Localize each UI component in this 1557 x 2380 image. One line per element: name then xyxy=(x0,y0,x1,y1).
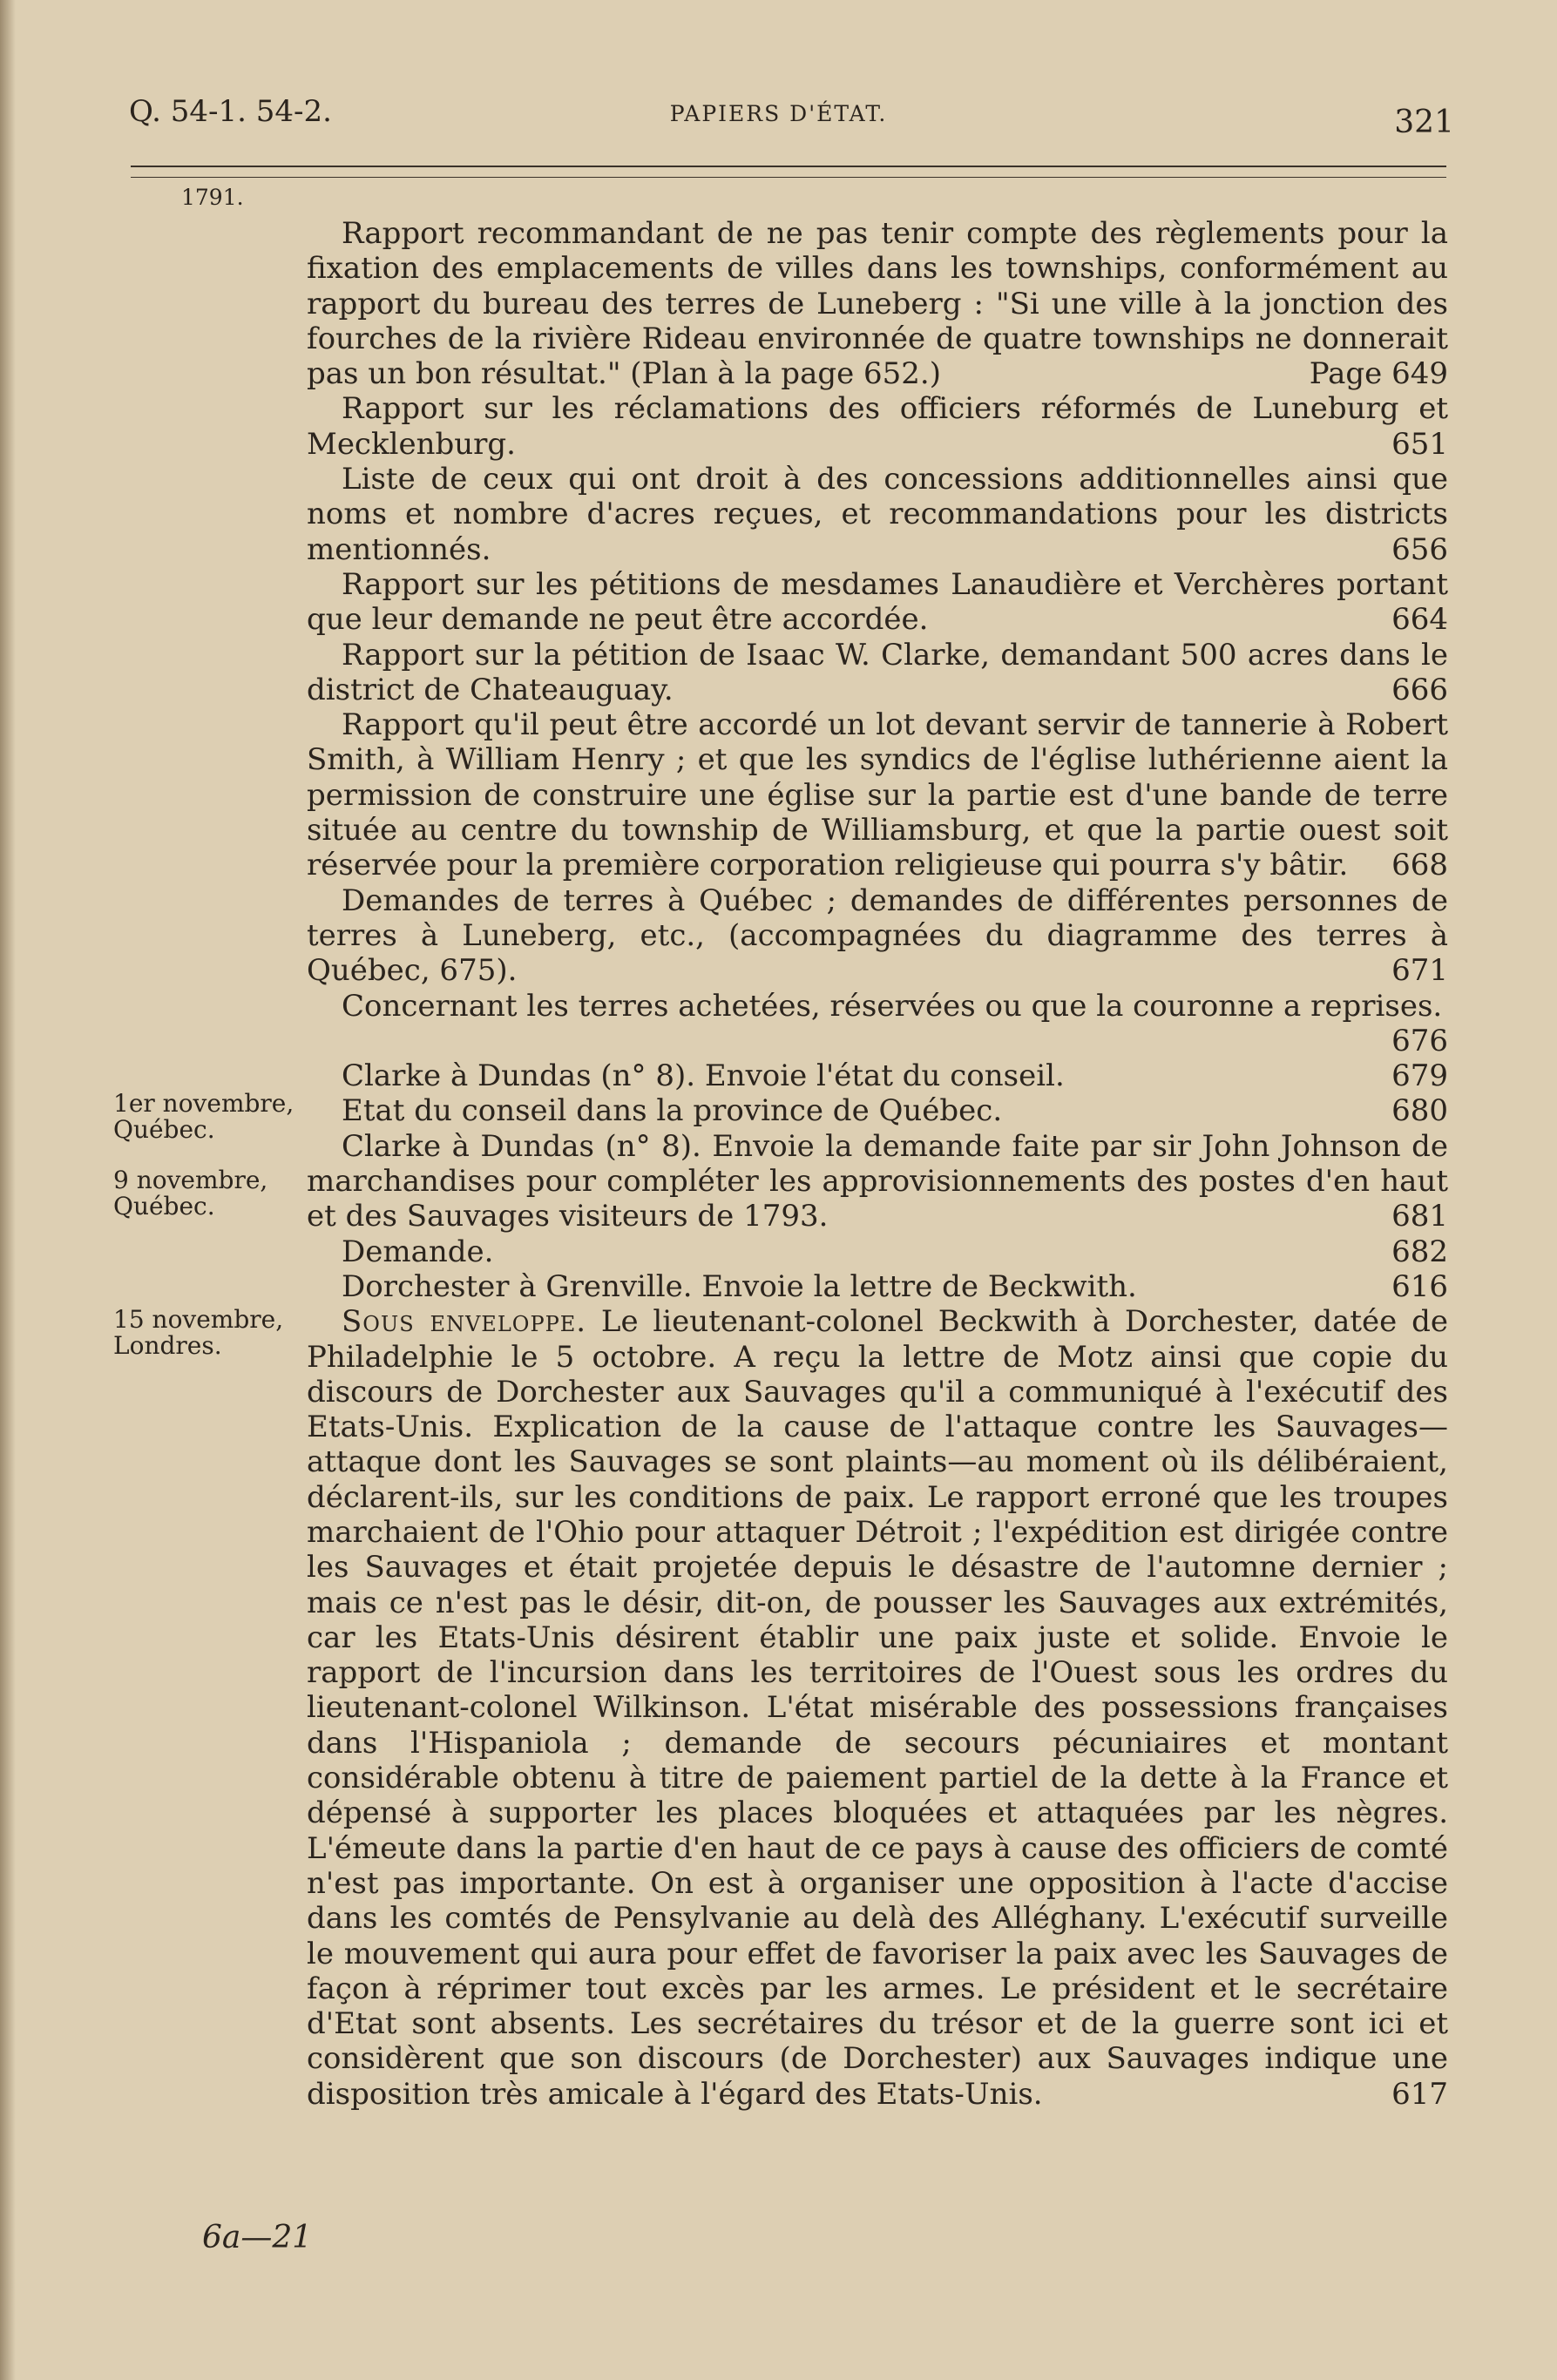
enclosure-label: Sous enveloppe. xyxy=(342,1304,587,1340)
entry xyxy=(307,883,1448,989)
entry-page: 664 xyxy=(1391,602,1448,638)
entry-text: Dorchester à Grenville. Envoie la lettre de Beckwith. xyxy=(342,1268,1137,1304)
entry-page: 656 xyxy=(1391,531,1448,567)
entry-text: Rapport recommandant de ne pas tenir compte des règlements pour la fixation des emplacements de villes dans les townships, conformément au rapport du bureau des terres de Luneberg : "Si une ville à la jonction des fourches de la rivière Rideau environnée de quatre townships ne donnerait pas un bon résultat." (Plan à la page 652.) xyxy=(307,216,1448,392)
entry-page: 671 xyxy=(1391,953,1448,989)
entry-page: 651 xyxy=(1391,426,1448,462)
archive-reference: Q. 54-1. 54-2. xyxy=(129,94,332,129)
entry-page: 666 xyxy=(1391,672,1448,707)
entry xyxy=(307,567,1448,638)
entry-text: Demande. xyxy=(342,1234,494,1269)
margin-date: 9 novembre, Québec. xyxy=(113,1166,268,1220)
year-label: 1791. xyxy=(181,185,244,210)
calendar-entries xyxy=(307,216,1448,2112)
page-edge-shadow xyxy=(0,0,16,2380)
entry-text: Rapport sur les réclamations des officiers réformés de Luneburg et Mecklenburg. xyxy=(307,391,1448,462)
entry-text: Clarke à Dundas (n° 8). Envoie l'état du conseil. xyxy=(342,1058,1065,1094)
entry-text: Liste de ceux qui ont droit à des concessions additionnelles ainsi que noms et nombre d'acres reçues, et recommandations pour les districts mentionnés. xyxy=(307,462,1448,567)
page-header xyxy=(103,91,1454,143)
header-rule xyxy=(131,166,1446,167)
signature-mark: 6a—21 xyxy=(202,2220,313,2255)
page-number: 321 xyxy=(1394,105,1454,140)
entry-text: Rapport sur les pétitions de mesdames Lanaudière et Verchères portant que leur demande ne peut être accordée. xyxy=(307,566,1448,638)
entry-page: 617 xyxy=(1391,2076,1448,2112)
entry-page: 616 xyxy=(1391,1268,1448,1304)
dated-entry xyxy=(307,1058,1448,1093)
margin-date: 1er novembre, Québec. xyxy=(113,1089,294,1144)
entry-page: 681 xyxy=(1391,1199,1448,1234)
dated-entry xyxy=(307,1234,1448,1269)
entry-page: Page 649 xyxy=(1309,356,1448,392)
entry-page: 680 xyxy=(1391,1093,1448,1129)
dated-entry xyxy=(307,1093,1448,1128)
entry-page: 676 xyxy=(1391,1023,1448,1058)
running-title: PAPIERS D'ÉTAT. xyxy=(669,101,888,126)
entry xyxy=(307,638,1448,708)
entry-page: 679 xyxy=(1391,1058,1448,1094)
entry-text: Rapport sur la pétition de Isaac W. Clarke, demandant 500 acres dans le district de Chateauguay. xyxy=(307,637,1448,707)
entry xyxy=(307,391,1448,462)
entry-text: Etat du conseil dans la province de Québec. xyxy=(342,1093,1003,1129)
entry xyxy=(307,462,1448,567)
entry-text: Rapport qu'il peut être accordé un lot devant servir de tannerie à Robert Smith, à William Henry ; et que les syndics de l'église luthérienne aient la permission de construire une église sur la partie est d'une bande de terre située au centre du township de Williamsburg, et que la partie ouest soit réservée pour la première corporation religieuse qui pourra s'y bâtir. xyxy=(307,707,1448,883)
dated-entry xyxy=(307,1269,1448,1304)
entry-text: Clarke à Dundas (n° 8). Envoie la demande faite par sir John Johnson de marchandises pour compléter les approvisionnements des postes d'en haut et des Sauvages visiteurs de 1793. xyxy=(307,1128,1448,1234)
entry xyxy=(307,989,1448,1024)
enclosure-entry xyxy=(307,1304,1448,2112)
dated-entry xyxy=(307,1129,1448,1234)
margin-date: 15 novembre, Londres. xyxy=(113,1305,284,1360)
entry-text: Demandes de terres à Québec ; demandes de différentes personnes de terres à Luneberg, etc., (accompagnées du diagramme des terres à Québec, 675). xyxy=(307,882,1448,989)
entry-page: 668 xyxy=(1391,848,1448,883)
entry-text: Concernant les terres achetées, réservées ou que la couronne a reprises. xyxy=(342,988,1443,1024)
entry xyxy=(307,707,1448,882)
header-rule-thin xyxy=(131,177,1446,178)
entry xyxy=(307,216,1448,391)
entry-page: 682 xyxy=(1391,1234,1448,1269)
entry-text: Le lieutenant-colonel Beckwith à Dorchester, datée de Philadelphie le 5 octobre. A reçu la lettre de Motz ainsi que copie du discours de Dorchester aux Sauvages qu'il a communiqué à l'exécutif des Etats-Unis. Explication de la cause de l'attaque contre les Sauvages—attaque dont les Sauvages se sont plaints—au moment où ils délibéraient, déclarent-ils, sur les conditions de paix. Le rapport erroné que les troupes marchaient de l'Ohio pour attaquer Détroit ; l'expédition est dirigée contre les Sauvages et était projetée depuis le désastre de l'automne dernier ; mais ce n'est pas le désir, dit-on, de pousser les Sauvages aux extrémités, car les Etats-Unis désirent établir une paix juste et solide. Envoie le rapport de l'incursion dans les territoires de l'Ouest sous les ordres du lieutenant-colonel Wilkinson. L'état misérable des possessions françaises dans l'Hispaniola ; demande de secours pécuniaires et montant considérable obtenu à titre de paiement partiel de la dette à la France et dépensé à supporter les places bloquées et attaquées par les nègres. L'émeute dans la partie d'en haut de ce pays à cause des officiers de comté n'est pas importante. On est à organiser une opposition à l'acte d'accise dans les comtés de Pensylvanie au delà des Alléghany. L'exécutif surveille le mouvement qui aura pour effet de favoriser la paix avec les Sauvages de façon à réprimer tout excès par les armes. Le président et le secrétaire d'Etat sont absents. Les secrétaires du trésor et de la guerre sont ici et considèrent que son discours (de Dorchester) aux Sauvages indique une disposition très amicale à l'égard des Etats-Unis. xyxy=(307,1304,1448,2112)
